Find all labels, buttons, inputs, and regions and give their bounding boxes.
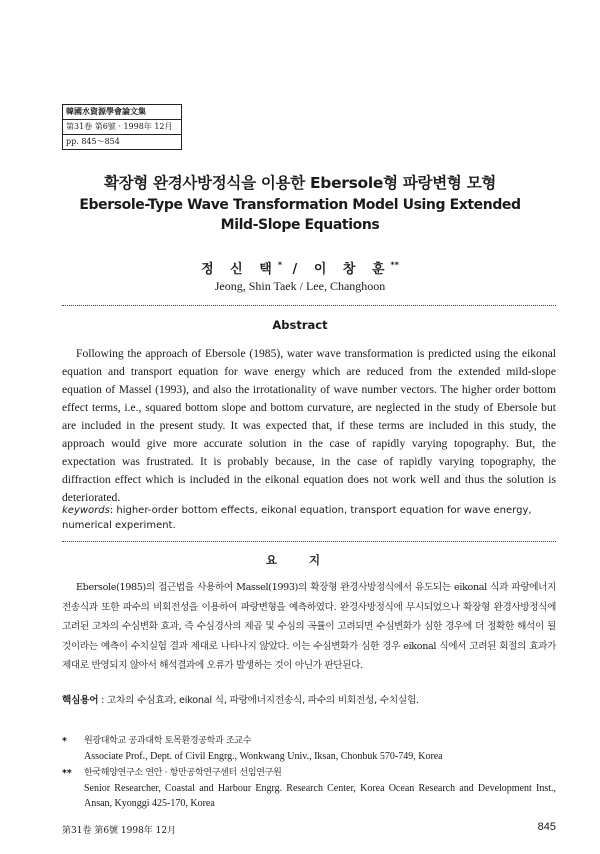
journal-name: 韓國水資源學會論文集 bbox=[63, 105, 181, 120]
journal-info-box bbox=[62, 104, 182, 150]
authors-english: Jeong, Shin Taek / Lee, Changhoon bbox=[214, 279, 386, 293]
korean-keywords-text: : 고차의 수심효과, eikonal 식, 파랑에너지전송식, 파수의 비회전성, 수치실험. bbox=[98, 695, 419, 706]
dotted-divider-top bbox=[62, 305, 556, 306]
footer-journal-issue: 第31卷 第6號 1998年 12月 bbox=[62, 826, 177, 836]
footnote-korean: 원광대학교 공과대학 토목환경공학과 조교수 bbox=[84, 736, 252, 746]
dotted-divider-bottom bbox=[62, 541, 556, 542]
journal-volume: 第31卷 第6號 · 1998年 12月 bbox=[63, 120, 181, 135]
paper-title-korean: 확장형 완경사방정식을 이용한 Ebersole형 파랑변형 모형 bbox=[103, 174, 497, 192]
footnote-mark: * bbox=[62, 736, 67, 747]
author-2-mark: ** bbox=[390, 260, 399, 270]
summary-heading: 요 지 bbox=[265, 553, 335, 567]
author-1-name: 정 신 택 bbox=[201, 262, 278, 277]
page-number: 845 bbox=[537, 821, 556, 833]
footnote-korean: 한국해양연구소 연안 · 항만공학연구센터 선임연구원 bbox=[84, 768, 282, 778]
korean-keywords-label: 핵심용어 bbox=[62, 695, 99, 706]
footnote-author-2 bbox=[62, 766, 556, 811]
author-2-name: 이 창 훈 bbox=[313, 262, 391, 277]
journal-pages: pp. 845～854 bbox=[66, 137, 120, 146]
summary-body: Ebersole(1985)의 접근법을 사용하여 Massel(1993)의 확장형 완경사방정식에서 유도되는 eikonal 식과 파랑에너지전송식과 또한 파수의 비회전성을 이용하여 파랑변형을 예측하였다. 완경사방정식에 무시되었으나 확장형 완경사방정식에 고려된 고차의 수심변화 효과, 즉 수심경사의 제곱 및 수심의 곡률이 고려되면 수심변화가 심한 경우에 더 정확한 해석이 될 것이라는 예측이 수치실험 결과 제대로 나타나지 않았다. 이는 수심변화가 심한 경우 eikonal 식에서 고려된 회절의 효과가 제대로 반영되지 않아서 해석결과에 오류가 발생하는 것이 아닌가 판단된다. bbox=[62, 582, 556, 671]
footnote-english: Associate Prof., Dept. of Civil Engrg., Wonkwang Univ., Iksan, Chonbuk 570-749, Korea bbox=[84, 751, 443, 762]
keywords-label: keywords bbox=[62, 505, 110, 516]
keywords-line bbox=[62, 503, 556, 533]
korean-keywords-line bbox=[62, 692, 556, 706]
abstract-heading: Abstract bbox=[272, 318, 328, 332]
keywords-text: : higher-order bottom effects, eikonal equation, transport equation for wave energy, numerical experiment. bbox=[62, 505, 532, 531]
authors-korean bbox=[0, 258, 600, 277]
abstract-body: Following the approach of Ebersole (1985), water wave transformation is predicted using the eikonal equation and transport equation for wave energy which are reduced from the extended mild-slope equation of Massel (1993), and also the irrotationality of wave number vectors. The higher order bottom effect terms, i.e., squared bottom slope and bottom curvature, are neglected in the study of Ebersole but are included in the present study. It was expected that, if these terms are included in this study, the approach would give more accurate solution in the case of rapidly varying topography. But, the expectation was frustrated. It is probably because, in the case of rapidly varying topography, the diffraction effect which is included in the eikonal equation does not work well and thus the solution is deteriorated. bbox=[62, 347, 556, 504]
footnote-english: Senior Researcher, Coastal and Harbour Engrg. Research Center, Korea Ocean Research and Development Inst., Ansan, Kyonggi 425-170, Korea bbox=[84, 783, 556, 809]
footnote-mark: ** bbox=[62, 768, 72, 779]
author-separator: / bbox=[282, 262, 314, 277]
footnote-author-1 bbox=[62, 734, 556, 764]
author-1-mark: * bbox=[277, 260, 282, 270]
paper-title-english: Ebersole-Type Wave Transformation Model Using Extended Mild-Slope Equations bbox=[79, 197, 521, 233]
